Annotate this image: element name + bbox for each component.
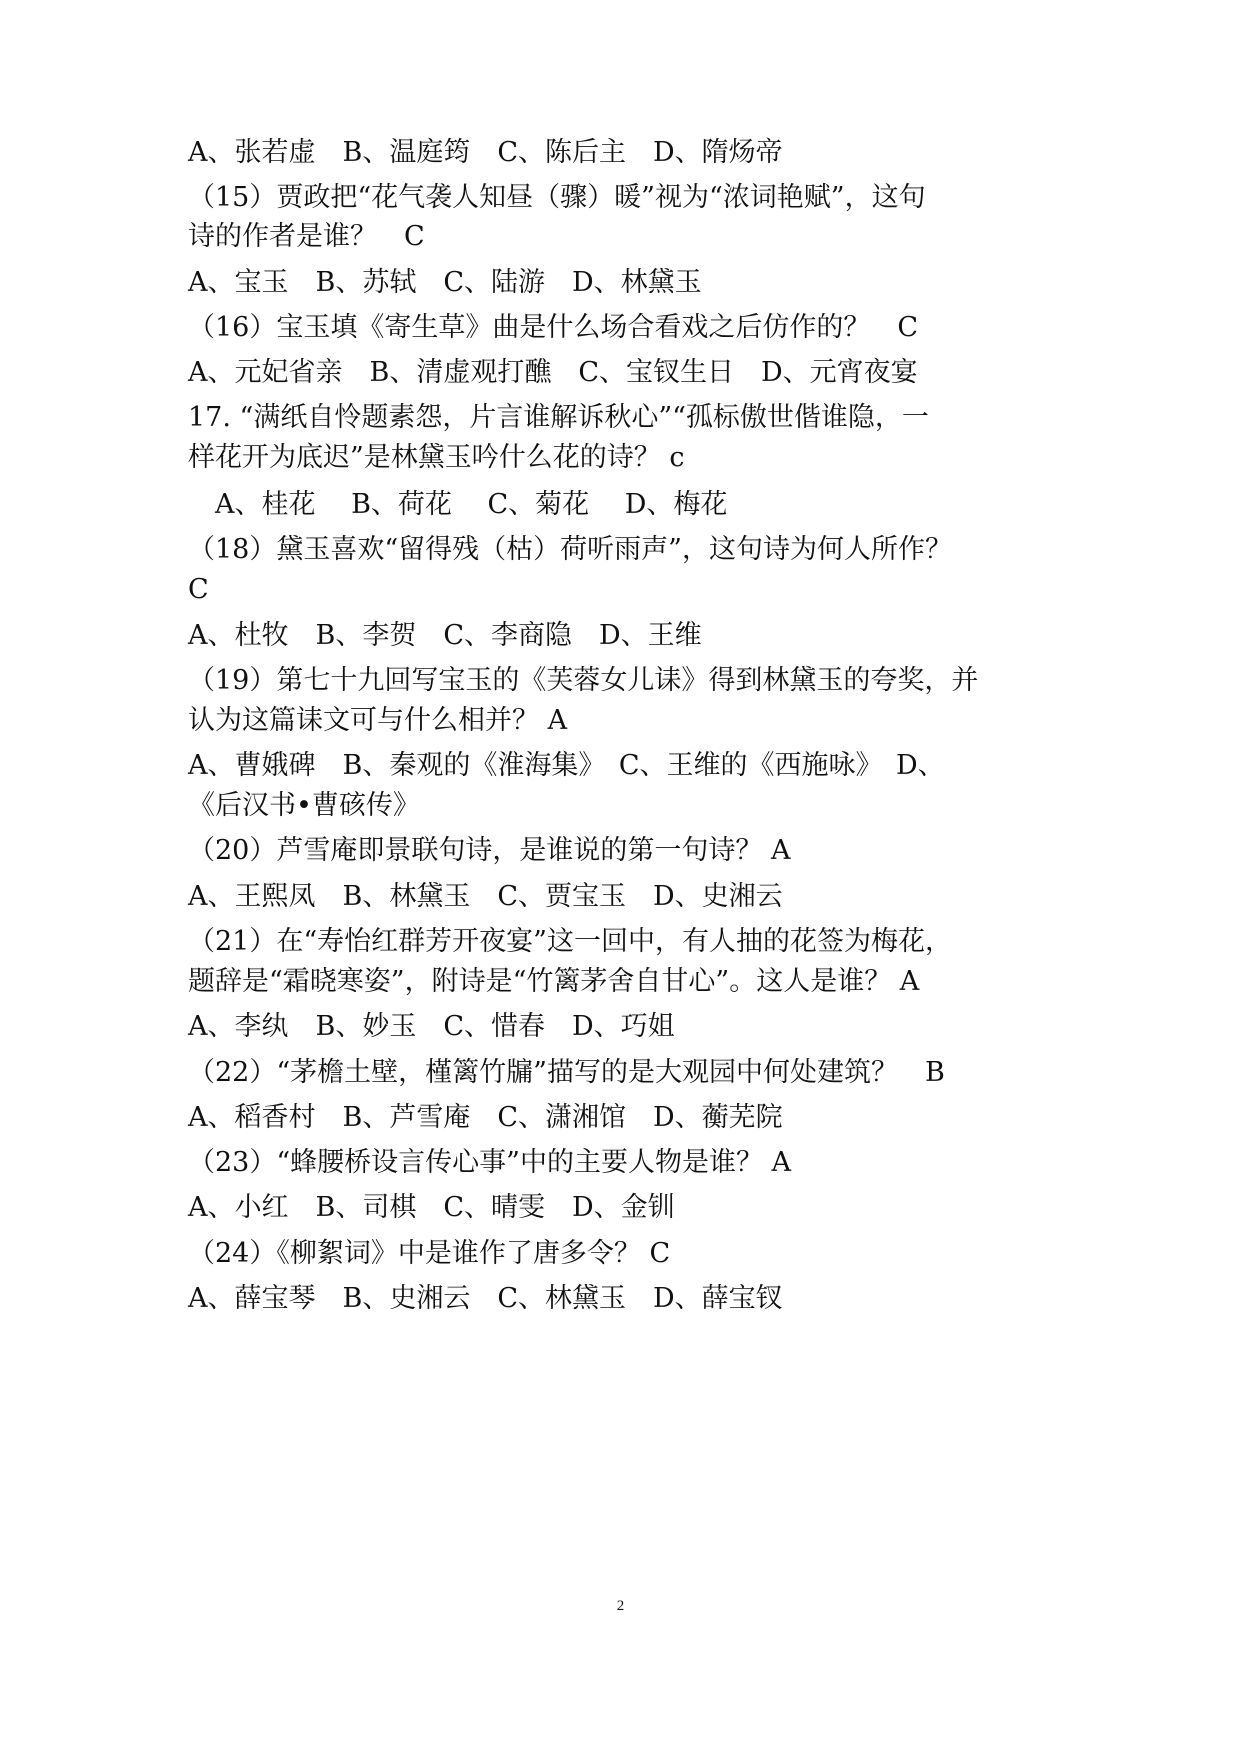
text-line: （19）第七十九回写宝玉的《芙蓉女儿诔》得到林黛玉的夸奖，并 — [188, 665, 979, 696]
text-line: A、桂花 B、荷花 C、菊花 D、梅花 — [188, 489, 728, 520]
text-line: （21）在“寿怡红群芳开夜宴”这一回中，有人抽的花签为梅花， — [188, 926, 952, 957]
text-line: （24）《柳絮词》中是谁作了唐多令？ C — [188, 1238, 671, 1269]
text-line: A、李纨 B、妙玉 C、惜春 D、巧姐 — [188, 1011, 675, 1042]
text-line: A、张若虚 B、温庭筠 C、陈后主 D、隋炀帝 — [188, 137, 783, 168]
text-line: （20）芦雪庵即景联句诗，是谁说的第一句诗？ A — [188, 835, 791, 866]
text-line: A、薛宝琴 B、史湘云 C、林黛玉 D、薛宝钗 — [188, 1283, 783, 1314]
text-line: C — [188, 574, 209, 605]
text-line: A、杜牧 B、李贺 C、李商隐 D、王维 — [188, 620, 702, 651]
text-line: 诗的作者是谁？ C — [188, 221, 425, 252]
text-line: 《后汉书•曹硋传》 — [188, 790, 420, 821]
text-line: A、宝玉 B、苏轼 C、陆游 D、林黛玉 — [188, 267, 702, 298]
text-line: （15）贾政把“花气袭人知昼（骤）暖”视为“浓词艳赋”，这句 — [188, 182, 926, 213]
text-line: 样花开为底迟”是林黛玉吟什么花的诗？ c — [188, 442, 685, 473]
text-line: A、小红 B、司棋 C、晴雯 D、金钏 — [188, 1192, 675, 1223]
text-line: A、稻香村 B、芦雪庵 C、潇湘馆 D、蘅芜院 — [188, 1102, 783, 1133]
text-line: （22）“茅檐土壁，槿篱竹牖”描写的是大观园中何处建筑？ B — [188, 1057, 945, 1088]
text-line: （23）“蜂腰桥设言传心事”中的主要人物是谁？ A — [188, 1147, 792, 1178]
text-line: （16）宝玉填《寄生草》曲是什么场合看戏之后仿作的？ C — [188, 312, 919, 343]
page-number: 2 — [616, 1598, 625, 1614]
text-line: 题辞是“霜晓寒姿”，附诗是“竹篱茅舍自甘心”。这人是谁？ A — [188, 966, 920, 997]
text-line: A、王熙凤 B、林黛玉 C、贾宝玉 D、史湘云 — [188, 881, 783, 912]
text-line: A、元妃省亲 B、清虚观打醮 C、宝钗生日 D、元宵夜宴 — [188, 357, 918, 388]
text-line: 17. “满纸自怜题素怨，片言谁解诉秋心”“孤标傲世偕谁隐，一 — [188, 402, 929, 433]
text-line: A、曹娥碑 B、秦观的《淮海集》 C、王维的《西施咏》 D、 — [188, 750, 945, 781]
text-line: 认为这篇诔文可与什么相并？ A — [188, 705, 568, 736]
text-line: （18）黛玉喜欢“留得残（枯）荷听雨声”，这句诗为何人所作？ — [188, 534, 952, 565]
